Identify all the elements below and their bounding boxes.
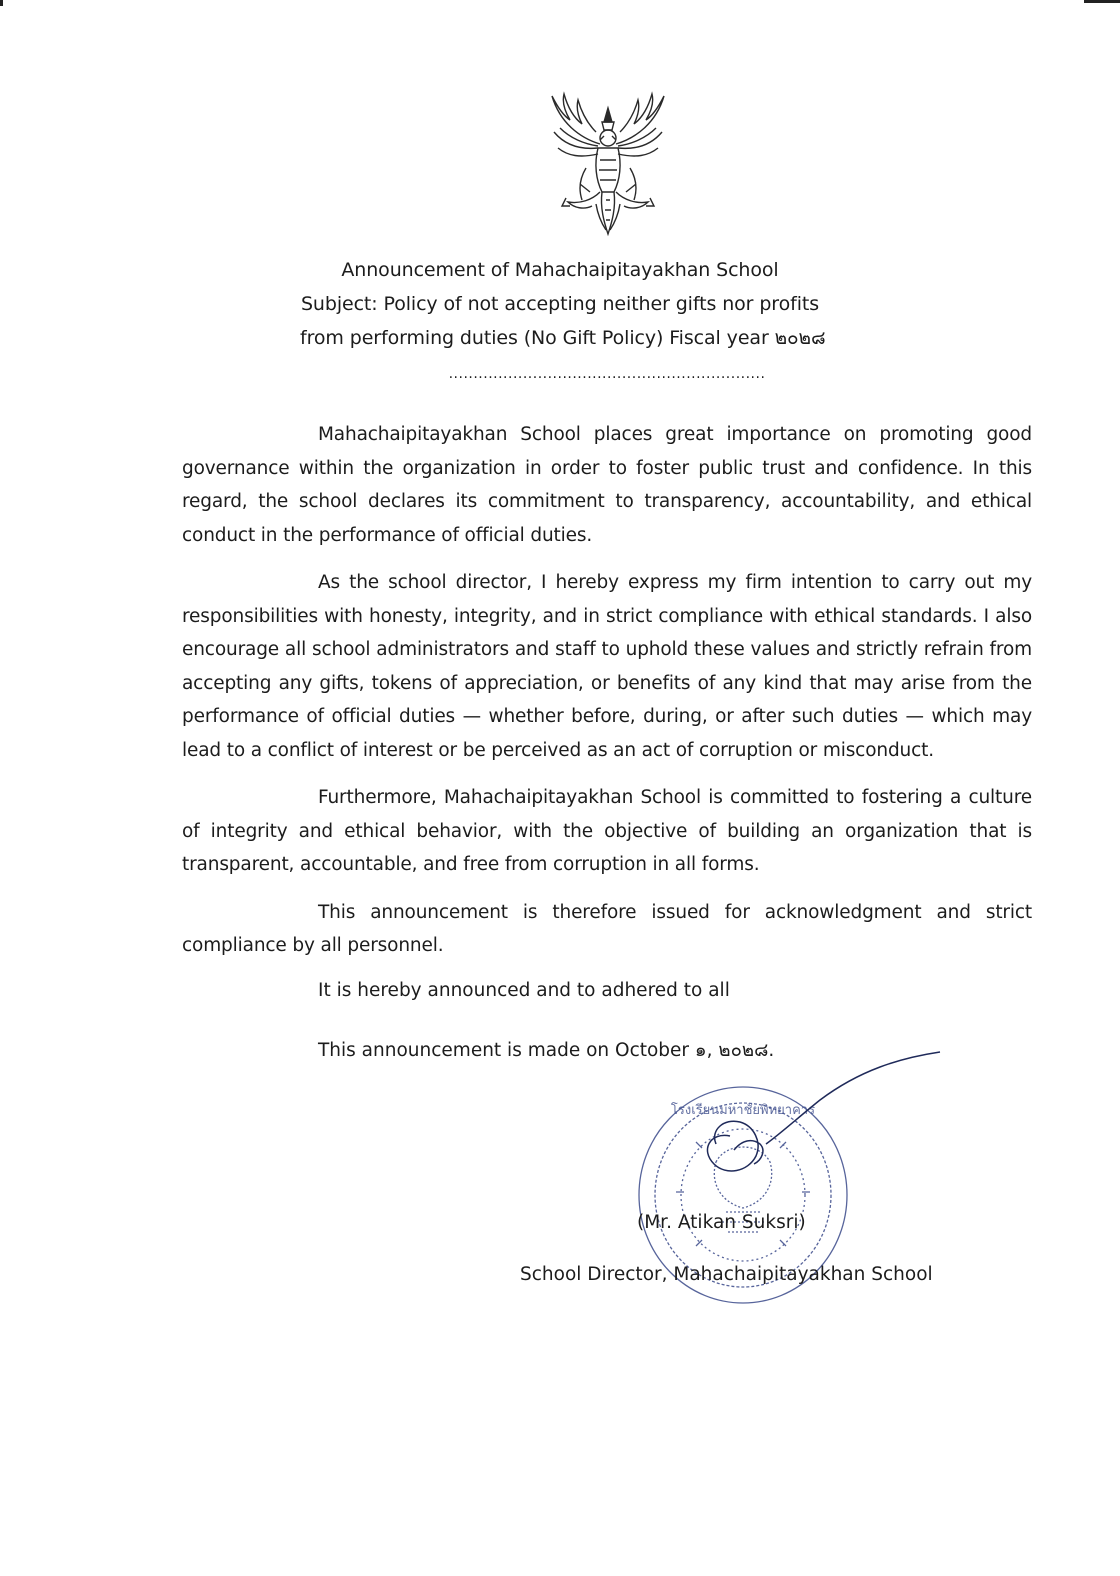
subject-line-continued: from performing duties (No Gift Policy) Fiscal year ๒๐๒๘ — [300, 327, 826, 349]
paragraph-director-statement: As the school director, I hereby express my firm intention to carry out my responsibilities with honesty, integrity, and in strict compliance with ethical standards. I also encourage all school administrators and staff to uphold these values and strictly refrain from accepting any gifts, tokens of appreciation, or benefits of any kind that may arise from the performance of official duties — whether before, during, or after such duties — which may lead to a conflict of interest or be perceived as an act of corruption or misconduct. — [182, 572, 1032, 761]
scan-mark — [0, 0, 3, 6]
announcement-header — [300, 253, 826, 355]
date-line: This announcement is made on October ๑, ๒๐๒๘. — [318, 1040, 775, 1061]
header-separator: ................................................................ — [448, 366, 766, 382]
paragraph-commitment: Furthermore, Mahachaipitayakhan School is committed to fostering a culture of integrity and ethical behavior, with the objective of building an organization that is transparent, accountable, and free from corruption in all forms. — [182, 787, 1032, 875]
scan-mark — [1084, 0, 1120, 3]
paragraph-intro: Mahachaipitayakhan School places great importance on promoting good governance within the organization in order to foster public trust and confidence. In this regard, the school declares its commitment to transparency, accountability, and ethical conduct in the performance of official duties. — [182, 424, 1032, 546]
signatory-title: School Director, Mahachaipitayakhan School — [520, 1264, 933, 1285]
garuda-emblem-icon — [540, 88, 676, 238]
signatory-name: (Mr. Atikan Suksri) — [637, 1212, 806, 1233]
subject-line: Subject: Policy of not accepting neither gifts nor profits — [300, 293, 820, 315]
handwritten-signature — [690, 1040, 950, 1240]
announcement-body — [182, 418, 1032, 977]
announcement-title: Announcement of Mahachaipitayakhan School — [341, 259, 779, 281]
announced-line: It is hereby announced and to adhered to all — [318, 980, 730, 1001]
svg-text:โรงเรียนมหาชัยพิทยาคาร: โรงเรียนมหาชัยพิทยาคาร — [670, 1103, 816, 1118]
paragraph-compliance: This announcement is therefore issued for acknowledgment and strict compliance by all personnel. — [182, 901, 1032, 956]
